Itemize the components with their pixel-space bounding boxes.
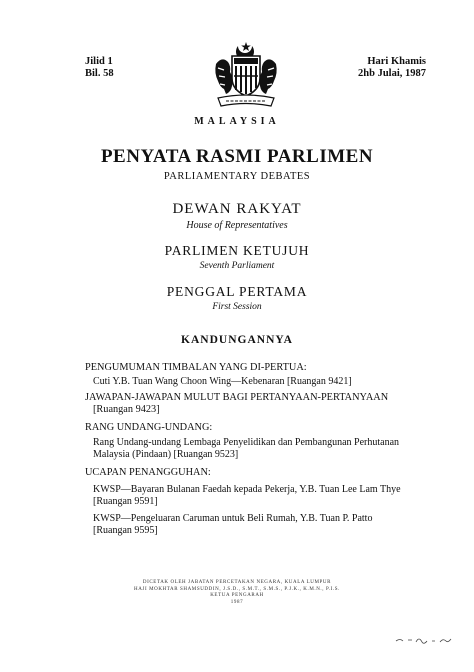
- printer-imprint: [0, 580, 474, 606]
- document-title-english: PARLIAMENTARY DEBATES: [163, 171, 311, 182]
- contents-item: [93, 437, 399, 461]
- weekday: Hari Khamis: [367, 56, 426, 67]
- house-name-english: House of Representatives: [186, 220, 288, 231]
- contents-item: Cuti Y.B. Tuan Wang Choon Wing—Kebenaran [Ruangan 9421]: [93, 376, 352, 387]
- parliament-name: PARLIMEN KETUJUH: [164, 243, 310, 258]
- publication-date: 2hb Julai, 1987: [358, 68, 426, 79]
- date-info: [358, 56, 426, 80]
- handwritten-mark-icon: [394, 632, 454, 646]
- contents-item-line: [Ruangan 9595]: [93, 525, 158, 536]
- contents-section-title: JAWAPAN-JAWAPAN MULUT BAGI PERTANYAAN-PERTANYAAN: [85, 392, 389, 403]
- session-name: PENGGAL PERTAMA: [166, 284, 308, 299]
- contents-section-title: UCAPAN PENANGGUHAN:: [85, 467, 211, 478]
- contents-item: [93, 484, 401, 508]
- parliament-name-english: Seventh Parliament: [199, 261, 275, 271]
- printer-year-line: 1987: [230, 599, 244, 605]
- volume-info: [85, 56, 114, 80]
- house-name: DEWAN RAKYAT: [172, 201, 302, 217]
- contents-section-title: PENGUMUMAN TIMBALAN YANG DI-PERTUA:: [85, 362, 307, 373]
- document-title: PENYATA RASMI PARLIMEN: [100, 146, 374, 167]
- contents-item-line: KWSP—Pengeluaran Caruman untuk Beli Rumah, Y.B. Tuan P. Patto: [93, 513, 373, 524]
- issue-number: Bil. 58: [85, 68, 114, 79]
- printer-director-line: HAJI MOKHTAR SHAMSUDDIN, J.S.D., S.M.T., S.M.S., P.J.K., K.M.N., P.I.S.: [133, 586, 341, 592]
- contents-heading: KANDUNGANNYA: [181, 334, 293, 346]
- contents-section-reference: [Ruangan 9423]: [93, 404, 160, 415]
- country-name: MALAYSIA: [194, 116, 280, 127]
- contents-section-title: RANG UNDANG-UNDANG:: [85, 422, 213, 433]
- contents-item: [93, 513, 372, 537]
- printer-title-line: KETUA PENGARAH: [210, 593, 264, 598]
- volume-number: Jilid 1: [85, 56, 113, 67]
- printer-line: DICETAK OLEH JABATAN PERCETAKAN NEGARA, KUALA LUMPUR: [142, 580, 332, 585]
- malaysia-coat-of-arms-icon: [212, 40, 280, 110]
- session-name-english: First Session: [212, 302, 262, 312]
- contents-item-line: Rang Undang-undang Lembaga Penyelidikan dan Pembangunan Perhutanan: [93, 437, 400, 448]
- contents-item-line: [Ruangan 9591]: [93, 496, 158, 507]
- contents-item-line: Malaysia (Pindaan) [Ruangan 9523]: [93, 449, 239, 460]
- contents-item-line: KWSP—Bayaran Bulanan Faedah kepada Pekerja, Y.B. Tuan Lee Lam Thye: [93, 484, 401, 495]
